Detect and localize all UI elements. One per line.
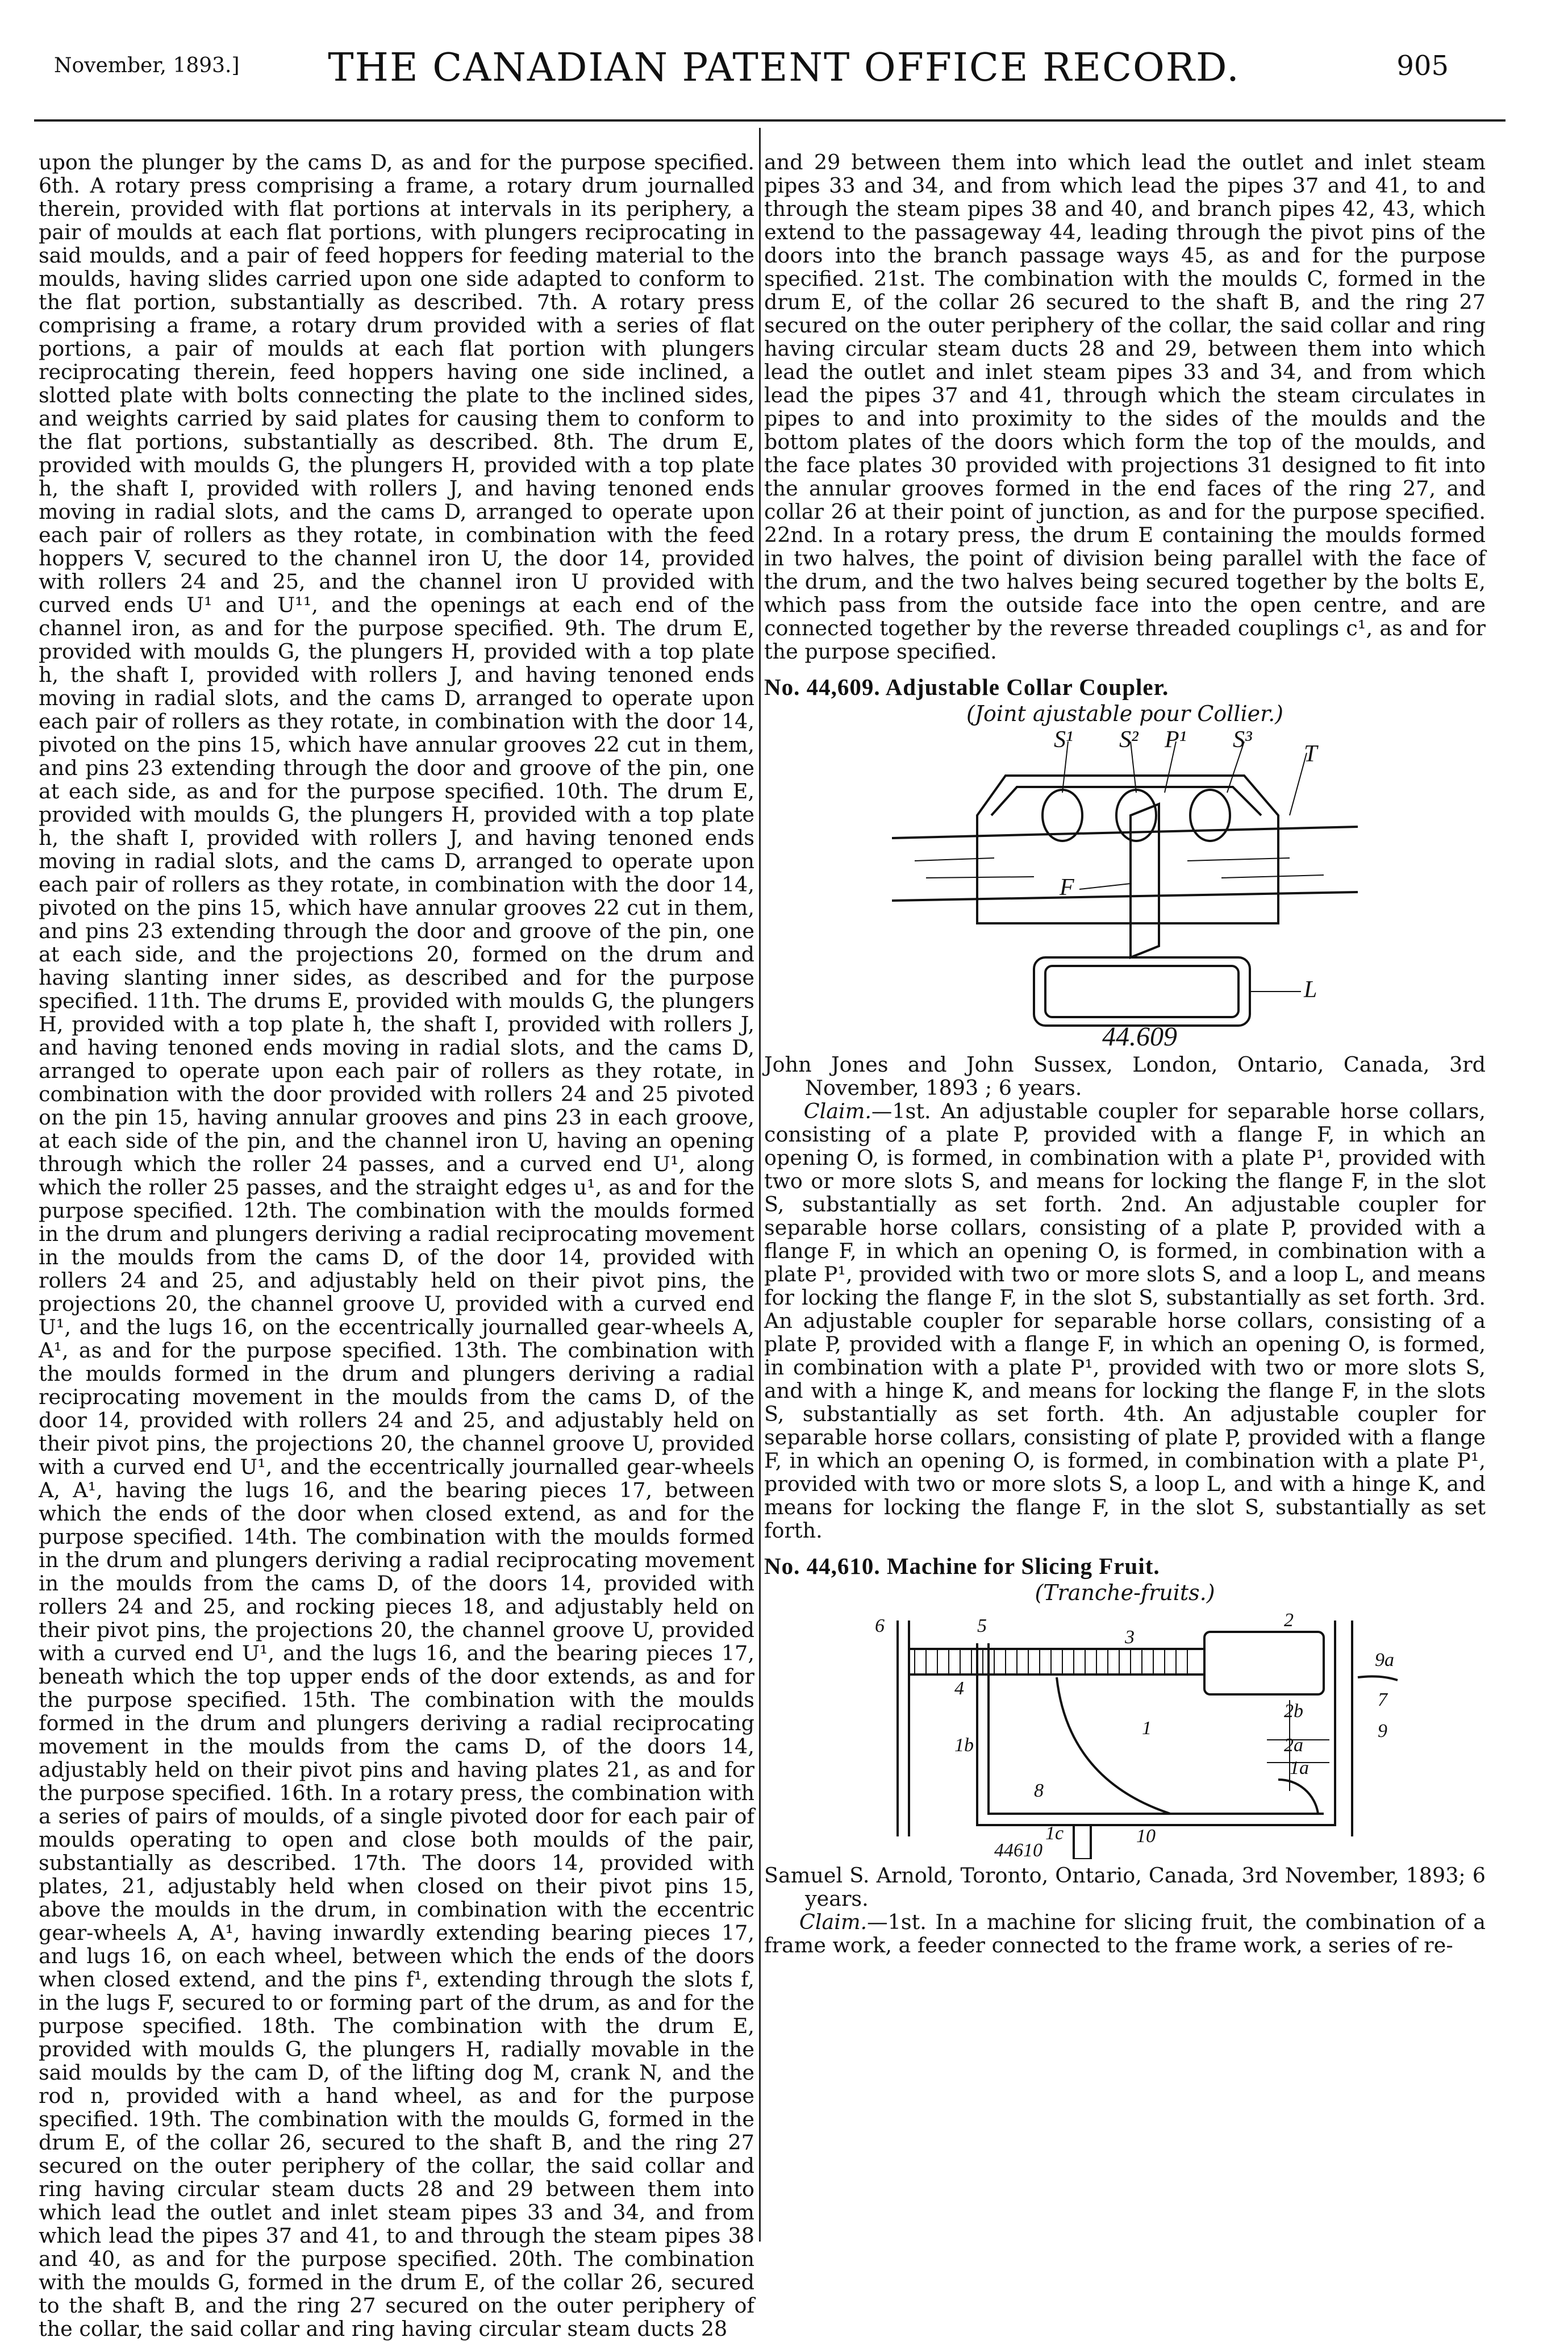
inventor-44609: John Jones and John Sussex, London, Ontario, Canada, 3rd November, 1893 ; 6 years. — [764, 1052, 1486, 1100]
left-column — [39, 151, 754, 2340]
figure-label-2a: 2a — [1284, 1735, 1303, 1756]
figure-label-s3: S³ — [1233, 730, 1252, 753]
figure-label-s1: S¹ — [1054, 730, 1073, 753]
figure-label-5: 5 — [977, 1615, 987, 1636]
page-number: 905 — [1396, 50, 1449, 82]
patent-heading-44609: No. 44,609. Adjustable Collar Coupler. — [764, 674, 1169, 700]
figure-label-2b: 2b — [1284, 1701, 1303, 1722]
figure-label-l: L — [1304, 977, 1317, 1003]
figure-label-2: 2 — [1284, 1610, 1294, 1631]
figure-label-7: 7 — [1378, 1689, 1387, 1710]
patent-heading-44610: No. 44,610. Machine for Slicing Fruit. — [764, 1553, 1160, 1579]
header-date: November, 1893.] — [54, 54, 240, 77]
figure-label-8: 8 — [1034, 1780, 1044, 1801]
figure-label-3: 3 — [1125, 1627, 1135, 1648]
figure-label-9: 9 — [1378, 1721, 1387, 1742]
header-title: THE CANADIAN PATENT OFFICE RECORD. — [328, 45, 1240, 90]
claim-text-44610: —1st. In a machine for slicing fruit, the combination of a frame work, a feeder connected to the frame work, a series of re- — [764, 1910, 1486, 1957]
inventor-44610: Samuel S. Arnold, Toronto, Ontario, Canada, 3rd November, 1893; 6 years. — [764, 1863, 1486, 1911]
figure-label-s2: S² — [1119, 730, 1139, 753]
right-column — [764, 151, 1486, 1957]
header-rule — [34, 119, 1506, 122]
figure-label-1: 1 — [1142, 1718, 1152, 1739]
figure-label-6: 6 — [875, 1615, 885, 1636]
patent-french-title-44609: (Joint ajustable pour Collier.) — [966, 701, 1283, 726]
fruit-slicer-figure — [841, 1609, 1409, 1859]
figure-label-1a: 1a — [1290, 1757, 1309, 1778]
figure-number-44610: 44610 — [994, 1840, 1042, 1859]
continuation-text: and 29 between them into which lead the outlet and inlet steam pipes 33 and 34, and from which lead the pipes 37 and 41, to and through the steam pipes 38 and 40, and branch pipes 42, 43, which extend to the passageway 44, leading through the pivot pins of the doors into the branch passage ways 45, as and for the purpose specified. 21st. The combination with the moulds C, formed in the drum E, of the collar 26 secured to the shaft B, and the ring 27 secured on the outer periphery of the collar, the said collar and ring having circular steam ducts 28 and 29, between them into which lead the outlet and inlet steam pipes 33 and 34, and from which lead the pipes 37 and 41, through which the steam circulates in pipes to and into proximity to the sides of the moulds and the bottom plates of the doors which form the top of the moulds, and the face plates 30 provided with projections 31 designed to fit into the annular grooves formed in the end faces of the ring 27, and collar 26 at their point of junction, as and for the purpose specified. 22nd. In a rotary press, the drum E containing the moulds formed in two halves, the point of division being parallel with the face of the drum, and the two halves being secured together by the bolts E, which pass from the outside face into the open centre, and are connected together by the reverse threaded couplings c¹, as and for the purpose specified. — [764, 150, 1486, 664]
figure-label-4: 4 — [954, 1678, 964, 1699]
patent-french-title-44610: (Tranche-fruits.) — [1035, 1580, 1215, 1605]
figure-label-10: 10 — [1136, 1826, 1156, 1847]
figure-number-44609: 44.609 — [1102, 1022, 1177, 1048]
column-divider — [759, 128, 761, 2242]
figure-label-9a: 9a — [1375, 1649, 1394, 1671]
collar-coupler-figure — [892, 730, 1358, 1048]
figure-label-t: T — [1304, 741, 1317, 767]
figure-label-p1: P¹ — [1165, 730, 1187, 753]
figure-label-1b: 1b — [954, 1735, 974, 1756]
left-column-text: upon the plunger by the cams D, as and for the purpose specified. 6th. A rotary press comprising a frame, a rotary drum journalled therein, provided with flat portions at intervals in its periphery, a pair of moulds at each flat portions, with plungers reciprocating in said moulds, and a pair of feed hoppers for feeding material to the moulds, having slides carried upon one side adapted to conform to the flat portion, substantially as described. 7th. A rotary press comprising a frame, a rotary drum provided with a series of flat portions, a pair of moulds at each flat portion with plungers reciprocating therein, feed hoppers having one side inclined, a slotted plate with bolts connecting the plate to the inclined sides, and weights carried by said plates for causing them to conform to the flat portions, substantially as described. 8th. The drum E, provided with moulds G, the plungers H, provided with a top plate h, the shaft I, provided with rollers J, and having tenoned ends moving in radial slots, and the cams D, arranged to operate upon each pair of rollers as they rotate, in combination with the feed hoppers V, secured to the channel iron U, the door 14, provided with rollers 24 and 25, and the channel iron U provided with curved ends U¹ and U¹¹, and the openings at each end of the channel iron, as and for the purpose specified. 9th. The drum E, provided with moulds G, the plungers H, provided with a top plate h, the shaft I, provided with rollers J, and having tenoned ends moving in radial slots, and the cams D, arranged to operate upon each pair of rollers as they rotate, in combination with the door 14, pivoted on the pins 15, which have annular grooves 22 cut in them, and pins 23 extending through the door and groove of the pin, one at each side, as and for the purpose specified. 10th. The drum E, provided with moulds G, the plungers H, provided with a top plate h, the shaft I, provided with rollers J, and having tenoned ends moving in radial slots, and the cams D, arranged to operate upon each pair of rollers as they rotate, in combination with the door 14, pivoted on the pins 15, which have annular grooves 22 cut in them, and pins 23 extending through the door and groove of the pin, one at each side, and the projections 20, formed on the drum and having slanting inner sides, as described and for the purpose specified. 11th. The drums E, provided with moulds G, the plungers H, provided with a top plate h, the shaft I, provided with rollers J, and having tenoned ends moving in radial slots, and the cams D, arranged to operate upon each pair of rollers as they rotate, in combination with the door provided with rollers 24 and 25 pivoted on the pin 15, having annular grooves and pins 23 in each groove, at each side of the pin, and the channel iron U, having an opening through which the roller 24 passes, and a curved end U¹, along which the roller 25 passes, and the straight edges u¹, as and for the purpose specified. 12th. The combination with the moulds formed in the drum and plungers deriving a radial reciprocating movement in the moulds from the cams D, of the door 14, provided with rollers 24 and 25, and adjustably held on their pivot pins, the projections 20, the channel groove U, provided with a curved end U¹, and the lugs 16, on the eccentrically journalled gear-wheels A, A¹, as and for the purpose specified. 13th. The combination with the moulds formed in the drum and plungers deriving a radial reciprocating movement in the moulds from the cams D, of the door 14, provided with rollers 24 and 25, and adjustably held on their pivot pins, the projections 20, the channel groove U, provided with a curved end U¹, and the eccentrically journalled gear-wheels A, A¹, having the lugs 16, and the bearing pieces 17, between which the ends of the door when closed extend, as and for the purpose specified. 14th. The combination with the moulds formed in the drum and plungers deriving a radial reciprocating movement in the moulds from the cams D, of the doors 14, provided with rollers 24 and 25, and rocking pieces 18, and adjustably held on their pivot pins, the projections 20, the channel groove U, provided with a curved end U¹, and the lugs 16, and the bearing pieces 17, beneath which the top upper ends of the door extends, as and for the purpose specified. 15th. The combination with the moulds formed in the drum and plungers deriving a radial reciprocating movement in the moulds from the cams D, of the doors 14, adjustably held on their pivot pins and having plates 21, as and for the purpose specified. 16th. In a rotary press, the combination with a series of pairs of moulds, of a single pivoted door for each pair of moulds operating to open and close both moulds of the pair, substantially as described. 17th. The doors 14, provided with plates, 21, adjustably held when closed on their pivot pins 15, above the moulds in the drum, in combination with the eccentric gear-wheels A, A¹, having inwardly extending bearing pieces 17, and lugs 16, on each wheel, between which the ends of the doors when closed extend, and the pins f¹, extending through the slots f, in the lugs F, secured to or forming part of the drum, as and for the purpose specified. 18th. The combination with the drum E, provided with moulds G, the plungers H, radially movable in the said moulds by the cam D, of the lifting dog M, crank N, and the rod n, provided with a hand wheel, as and for the purpose specified. 19th. The combination with the moulds G, formed in the drum E, of the collar 26, secured to the shaft B, and the ring 27 secured on the outer periphery of the collar, the said collar and ring having circular steam ducts 28 and 29 between them into which lead the outlet and inlet steam pipes 33 and 34, and from which lead the pipes 37 and 41, to and through the steam pipes 38 and 40, as and for the purpose specified. 20th. The combination with the moulds G, formed in the drum E, of the collar 26, secured to the shaft B, and the ring 27 secured on the outer periphery of the collar, the said collar and ring having circular steam ducts 28 — [39, 150, 754, 2341]
claim-label-44610: Claim. — [799, 1910, 868, 1934]
figure-label-f: F — [1060, 874, 1074, 901]
collar-coupler-drawing — [892, 742, 1358, 1026]
figure-label-1c: 1c — [1045, 1823, 1064, 1844]
claim-text-44609: —1st. An adjustable coupler for separable horse collars, consisting of a plate P, provided with a flange F, in which an opening O, is formed, in combination with a plate P¹, provided with two or more slots S, and means for locking the flange F, in the slot S, substantially as set forth. 2nd. An adjustable coupler for separable horse collars, consisting of a plate P, provided with a flange F, in which an opening O, is formed, in combination with a plate P¹, provided with two or more slots S, and a loop L, and means for locking the flange F, in the slot S, substantially as set forth. 3rd. An adjustable coupler for separable horse collars, consisting of a plate P, provided with a flange F, in which an opening O, is formed, in combination with a plate P¹, provided with two or more slots S, and with a hinge K, and means for locking the flange F, in the slots S, substantially as set forth. 4th. An adjustable coupler for separable horse collars, consisting of plate P, provided with a flange F, in which an opening O, is formed, in combination with a plate P¹, provided with two or more slots S, a loop L, and with a hinge K, and means for locking the flange F, in the slot S, substantially as set forth. — [764, 1099, 1486, 1543]
claim-label-44609: Claim. — [803, 1099, 871, 1123]
